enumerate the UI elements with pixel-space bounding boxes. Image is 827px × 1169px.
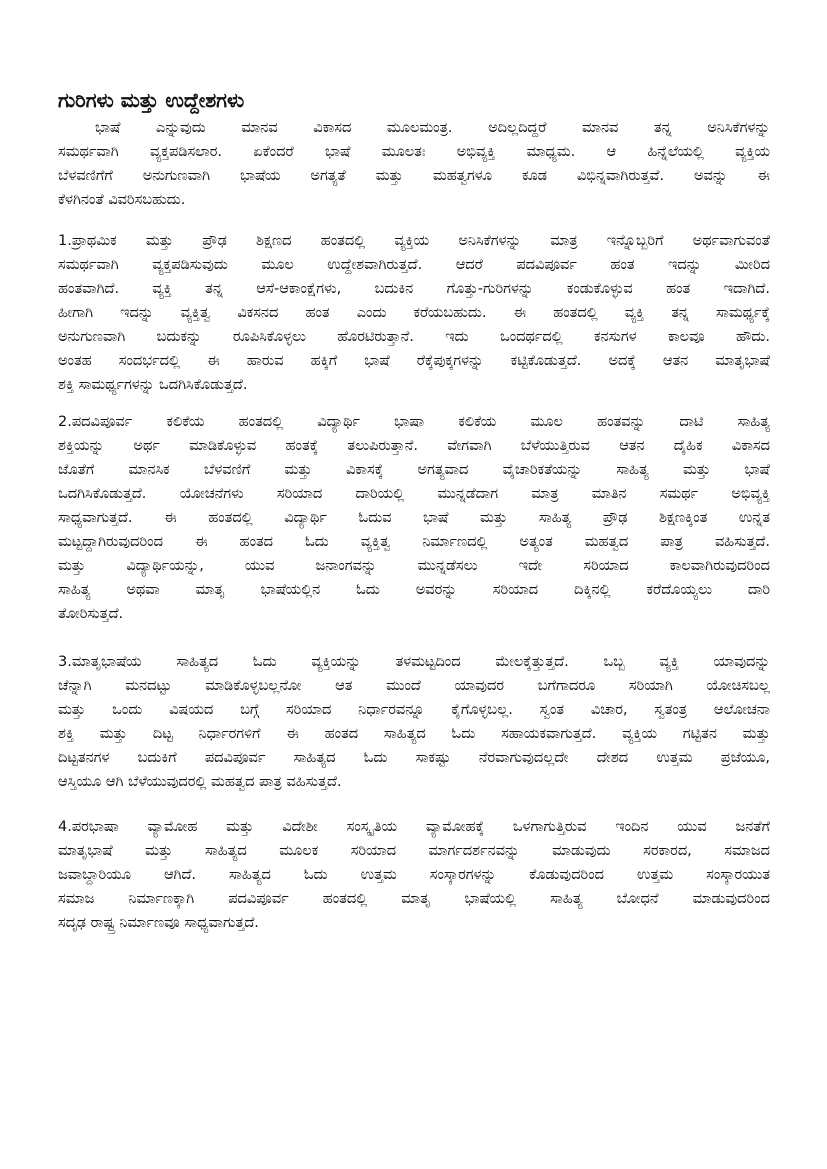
text-line: ಮತ್ತು ವಿದ್ಯಾರ್ಥಿಯನ್ನು, ಯುವ ಜನಾಂಗವನ್ನು ಮುನ್ನಡೆಸಲು ಇದೇ ಸರಿಯಾದ ಕಾಲವಾಗಿರುವುದರಿಂದ: [58, 558, 770, 574]
text-line: ಕೆಳಗಿನಂತೆ ವಿವರಿಸಬಹುದು.: [58, 192, 186, 208]
text-line: ಜೊತೆಗೆ ಮಾನಸಿಕ ಬೆಳವಣಿಗೆ ಮತ್ತು ವಿಕಾಸಕ್ಕೆ ಅಗತ್ಯವಾದ ವೈಚಾರಿಕತೆಯನ್ನು ಸಾಹಿತ್ಯ ಮತ್ತು ಭಾಷೆ: [58, 462, 770, 478]
text-line: ಶಕ್ತಿ ಸಾಮರ್ಥ್ಯಗಳನ್ನು ಒದಗಿಸಿಕೊಡುತ್ತದೆ.: [58, 377, 248, 393]
text-line: ಹಂತವಾಗಿದೆ. ವ್ಯಕ್ತಿ ತನ್ನ ಆಸೆ-ಆಕಾಂಕ್ಷೆಗಳು, ಬದುಕಿನ ಗೊತ್ತು-ಗುರಿಗಳನ್ನು ಕಂಡುಕೊಳ್ಳುವ ಹಂತ ಇದಾಗಿದೆ.: [58, 281, 770, 297]
text-line: ಚೆನ್ನಾಗಿ ಮನದಟ್ಟು ಮಾಡಿಕೊಳ್ಳಬಲ್ಲನೋ ಆತ ಮುಂದೆ ಯಾವುದರ ಬಗೆಗಾದರೂ ಸರಿಯಾಗಿ ಯೋಚಿಸಬಲ್ಲ: [58, 678, 770, 694]
text-line: ಸಮಾಜ ನಿರ್ಮಾಣಕ್ಕಾಗಿ ಪದವಿಪೂರ್ವ ಹಂತದಲ್ಲಿ ಮಾತೃ ಭಾಷೆಯಲ್ಲಿ ಸಾಹಿತ್ಯ ಬೋಧನೆ ಮಾಡುವುದರಿಂದ: [58, 891, 770, 907]
point-1-paragraph: [58, 229, 770, 397]
text-line: ಸಾಹಿತ್ಯ ಅಥವಾ ಮಾತೃ ಭಾಷೆಯಲ್ಲಿನ ಓದು ಅವರನ್ನು ಸರಿಯಾದ ದಿಕ್ಕಿನಲ್ಲಿ ಕರೆದೊಯ್ಯಲು ದಾರಿ: [58, 582, 770, 598]
document-title: ಗುರಿಗಳು ಮತ್ತು ಉದ್ದೇಶಗಳು: [58, 88, 245, 112]
text-line: ಭಾಷೆ ಎನ್ನುವುದು ಮಾನವ ವಿಕಾಸದ ಮೂಲಮಂತ್ರ. ಅದಿಲ್ಲದಿದ್ದರೆ ಮಾನವ ತನ್ನ ಅನಿಸಿಕೆಗಳನ್ನು: [95, 120, 770, 136]
text-line: ತೋರಿಸುತ್ತದೆ.: [58, 606, 124, 622]
text-line: 3.ಮಾತೃಭಾಷೆಯ ಸಾಹಿತ್ಯದ ಓದು ವ್ಯಕ್ತಿಯನ್ನು ತಳಮಟ್ಟದಿಂದ ಮೇಲಕ್ಕೆತ್ತುತ್ತದೆ. ಒಬ್ಬ ವ್ಯಕ್ತಿ ಯಾವುದನ್ನು: [58, 654, 770, 670]
text-line: 4.ಪರಭಾಷಾ ವ್ಯಾಮೋಹ ಮತ್ತು ವಿದೇಶೀ ಸಂಸ್ಕೃತಿಯ ವ್ಯಾಮೋಹಕ್ಕೆ ಒಳಗಾಗುತ್ತಿರುವ ಇಂದಿನ ಯುವ ಜನತೆಗೆ: [58, 819, 770, 835]
text-line: ಸದೃಢ ರಾಷ್ಟ್ರ ನಿರ್ಮಾಣವೂ ಸಾಧ್ಯವಾಗುತ್ತದೆ.: [58, 915, 259, 931]
text-line: ದಿಟ್ಟತನಗಳ ಬದುಕಿಗೆ ಪದವಿಪೂರ್ವ ಸಾಹಿತ್ಯದ ಓದು ಸಾಕಷ್ಟು ನೆರವಾಗುವುದಲ್ಲದೇ ದೇಶದ ಉತ್ತಮ ಪ್ರಜೆಯೂ,: [58, 750, 770, 766]
point-3-paragraph: [58, 650, 770, 794]
text-line: ಹೀಗಾಗಿ ಇದನ್ನು ವ್ಯಕ್ತಿತ್ವ ವಿಕಸನದ ಹಂತ ಎಂದು ಕರೆಯಬಹುದು. ಈ ಹಂತದಲ್ಲಿ ವ್ಯಕ್ತಿ ತನ್ನ ಸಾಮರ್ಥ್ಯಕ್ಕೆ: [58, 305, 770, 321]
text-line: ಜವಾಬ್ದಾರಿಯೂ ಆಗಿದೆ. ಸಾಹಿತ್ಯದ ಓದು ಉತ್ತಮ ಸಂಸ್ಕಾರಗಳನ್ನು ಕೊಡುವುದರಿಂದ ಉತ್ತಮ ಸಂಸ್ಕಾರಯುತ: [58, 867, 770, 883]
text-line: ಶಕ್ತಿಯನ್ನು ಅರ್ಥ ಮಾಡಿಕೊಳ್ಳುವ ಹಂತಕ್ಕೆ ತಲುಪಿರುತ್ತಾನೆ. ವೇಗವಾಗಿ ಬೆಳೆಯುತ್ತಿರುವ ಆತನ ದೈಹಿಕ ವಿಕಾಸದ: [58, 438, 770, 454]
text-line: ಸಮರ್ಥವಾಗಿ ವ್ಯಕ್ತಪಡಿಸಲಾರ. ಏಕೆಂದರೆ ಭಾಷೆ ಮೂಲತಃ ಅಭಿವ್ಯಕ್ತಿ ಮಾಧ್ಯಮ. ಆ ಹಿನ್ನೆಲೆಯಲ್ಲಿ ವ್ಯಕ್ತಿಯ: [58, 144, 770, 160]
text-line: ಬೆಳವಣಿಗೆಗೆ ಅನುಗುಣವಾಗಿ ಭಾಷೆಯ ಅಗತ್ಯತೆ ಮತ್ತು ಮಹತ್ವಗಳೂ ಕೂಡ ವಿಭಿನ್ನವಾಗಿರುತ್ತವೆ. ಅವನ್ನು ಈ: [58, 168, 770, 184]
text-line: ಒದಗಿಸಿಕೊಡುತ್ತದೆ. ಯೋಚನೆಗಳು ಸರಿಯಾದ ದಾರಿಯಲ್ಲಿ ಮುನ್ನಡೆದಾಗ ಮಾತ್ರ ಮಾತಿನ ಸಮರ್ಥ ಅಭಿವ್ಯಕ್ತಿ: [58, 486, 770, 502]
text-line: ಮತ್ತು ಒಂದು ವಿಷಯದ ಬಗ್ಗೆ ಸರಿಯಾದ ನಿರ್ಧಾರವನ್ನೂ ಕೈಗೊಳ್ಳಬಲ್ಲ. ಸ್ವಂತ ವಿಚಾರ, ಸ್ವತಂತ್ರ ಆಲೋಚನಾ: [58, 702, 770, 718]
intro-paragraph: [58, 116, 770, 212]
point-4-paragraph: [58, 815, 770, 935]
text-line: ಆಸ್ತಿಯೂ ಆಗಿ ಬೆಳೆಯುವುದರಲ್ಲಿ ಮಹತ್ವದ ಪಾತ್ರ ವಹಿಸುತ್ತದೆ.: [58, 774, 342, 790]
text-line: ಮಾತೃಭಾಷೆ ಮತ್ತು ಸಾಹಿತ್ಯದ ಮೂಲಕ ಸರಿಯಾದ ಮಾರ್ಗದರ್ಶನವನ್ನು ಮಾಡುವುದು ಸರಕಾರದ, ಸಮಾಜದ: [58, 843, 770, 859]
text-line: 2.ಪದವಿಪೂರ್ವ ಕಲಿಕೆಯ ಹಂತದಲ್ಲಿ ವಿದ್ಯಾರ್ಥಿ ಭಾಷಾ ಕಲಿಕೆಯ ಮೂಲ ಹಂತವನ್ನು ದಾಟಿ ಸಾಹಿತ್ಯ: [58, 414, 770, 430]
text-line: ಶಕ್ತಿ ಮತ್ತು ದಿಟ್ಟ ನಿರ್ಧಾರಗಳಿಗೆ ಈ ಹಂತದ ಸಾಹಿತ್ಯದ ಓದು ಸಹಾಯಕವಾಗುತ್ತದೆ. ವ್ಯಕ್ತಿಯ ಗಟ್ಟಿತನ ಮತ್ತು: [58, 726, 770, 742]
text-line: ಅಂತಹ ಸಂದರ್ಭದಲ್ಲಿ ಈ ಹಾರುವ ಹಕ್ಕಿಗೆ ಭಾಷೆ ರೆಕ್ಕೆಪುಕ್ಕಗಳನ್ನು ಕಟ್ಟಿಕೊಡುತ್ತದೆ. ಅದಕ್ಕೆ ಆತನ ಮಾತೃಭಾಷೆ: [58, 353, 770, 369]
text-line: 1.ಪ್ರಾಥಮಿಕ ಮತ್ತು ಪ್ರೌಢ ಶಿಕ್ಷಣದ ಹಂತದಲ್ಲಿ ವ್ಯಕ್ತಿಯ ಅನಿಸಿಕೆಗಳನ್ನು ಮಾತ್ರ ಇನ್ನೊಬ್ಬರಿಗೆ ಅರ್ಥವಾಗುವಂತೆ: [58, 233, 770, 249]
point-2-paragraph: [58, 410, 770, 626]
text-line: ಸಾಧ್ಯವಾಗುತ್ತದೆ. ಈ ಹಂತದಲ್ಲಿ ವಿದ್ಯಾರ್ಥಿ ಓದುವ ಭಾಷೆ ಮತ್ತು ಸಾಹಿತ್ಯ ಪ್ರೌಢ ಶಿಕ್ಷಣಕ್ಕಿಂತ ಉನ್ನತ: [58, 510, 770, 526]
text-line: ಸಮರ್ಥವಾಗಿ ವ್ಯಕ್ತಪಡಿಸುವುದು ಮೂಲ ಉದ್ದೇಶವಾಗಿರುತ್ತದೆ. ಆದರೆ ಪದವಿಪೂರ್ವ ಹಂತ ಇದನ್ನು ಮೀರಿದ: [58, 257, 770, 273]
text-line: ಮಟ್ಟದ್ದಾಗಿರುವುದರಿಂದ ಈ ಹಂತದ ಓದು ವ್ಯಕ್ತಿತ್ವ ನಿರ್ಮಾಣದಲ್ಲಿ ಅತ್ಯಂತ ಮಹತ್ವದ ಪಾತ್ರ ವಹಿಸುತ್ತದೆ.: [58, 534, 770, 550]
text-line: ಅನುಗುಣವಾಗಿ ಬದುಕನ್ನು ರೂಪಿಸಿಕೊಳ್ಳಲು ಹೊರಟಿರುತ್ತಾನೆ. ಇದು ಒಂದರ್ಥದಲ್ಲಿ ಕನಸುಗಳ ಕಾಲವೂ ಹೌದು.: [58, 329, 770, 345]
